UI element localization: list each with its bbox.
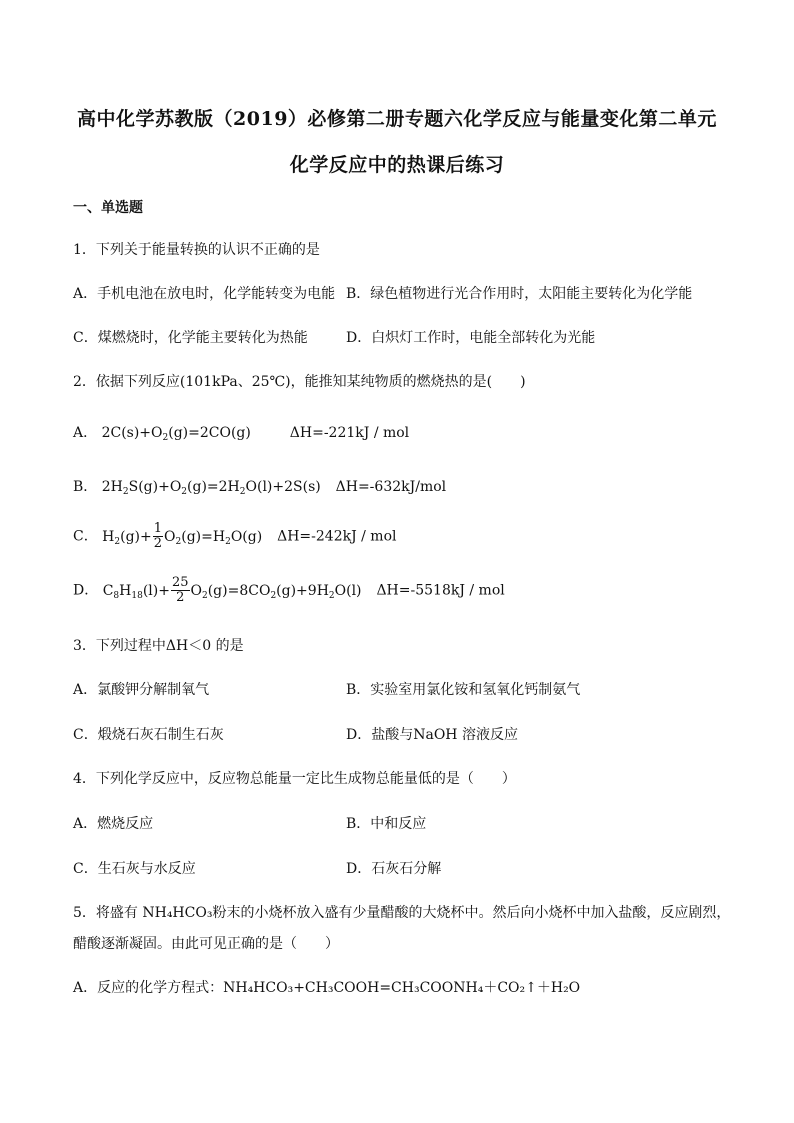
q3-option-a: A．氯酸钾分解制氧气: [73, 682, 210, 698]
document-title-line1: 高中化学苏教版（2019）必修第二册专题六化学反应与能量变化第二单元: [77, 108, 717, 130]
q4-option-b: B．中和反应: [346, 816, 427, 832]
q5-stem-line1: 5．将盛有 NH₄HCO₃粉末的小烧杯放入盛有少量醋酸的大烧杯中。然后向小烧杯中加入盐酸，反应剧烈，: [73, 905, 731, 921]
q4-option-d: D．石灰石分解: [346, 861, 442, 877]
q2-option-c-enthalpy: ΔH=-242kJ / mol: [277, 528, 397, 545]
q1-option-a: A．手机电池在放电时，化学能转变为电能: [73, 286, 336, 302]
q5-option-a: A．反应的化学方程式：NH₄HCO₃+CH₃COOH=CH₃COONH₄＋CO₂↑＋H₂O: [73, 980, 581, 996]
q2-option-c-equation: $H_2(g)+$ $\frac{1}{2}$ $O_2(g)=H_2O(g)$: [102, 521, 263, 551]
q2-option-a: [73, 422, 409, 442]
q2-option-c: [73, 522, 397, 551]
q2-option-d-enthalpy: ΔH=-5518kJ / mol: [376, 582, 505, 599]
q4-stem: 4．下列化学反应中，反应物总能量一定比生成物总能量低的是（ ）: [73, 771, 516, 787]
document-title-line2: 化学反应中的热课后练习: [289, 154, 505, 176]
section-heading: 一、单选题: [73, 200, 143, 216]
q4-option-c: C．生石灰与水反应: [73, 861, 196, 877]
q2-option-b: [73, 476, 446, 496]
q2-option-d: [73, 576, 505, 605]
q3-stem: 3．下列过程中ΔH＜0 的是: [73, 638, 244, 654]
q3-option-d: D．盐酸与NaOH 溶液反应: [346, 727, 518, 743]
q2-option-d-equation: $C_8H_{18}(l)+$ $\frac{25}{2}$ $O_2(g)=8CO_2(g)+9H_2O(l)$: [102, 575, 362, 605]
q4-option-a: A．燃烧反应: [73, 816, 154, 832]
q2-option-c-label: C．: [73, 528, 98, 545]
q3-option-c: C．煅烧石灰石制生石灰: [73, 727, 224, 743]
q2-option-b-enthalpy: ΔH=-632kJ/mol: [335, 479, 447, 495]
q2-option-d-label: D．: [73, 582, 99, 599]
q5-stem-line2: 醋酸逐渐凝固。由此可见正确的是（ ）: [73, 936, 339, 952]
q2-option-a-equation: $2C(s)+O_2(g)=2CO(g)$: [101, 425, 251, 443]
q1-option-b: B．绿色植物进行光合作用时，太阳能主要转化为化学能: [346, 286, 693, 302]
q1-stem: 1．下列关于能量转换的认识不正确的是: [73, 242, 320, 258]
q2-option-b-equation: $2H_2S(g)+O_2(g)=2H_2O(l)+2S(s)$: [101, 479, 321, 497]
q2-stem: 2．依据下列反应(101kPa、25℃)，能推知某纯物质的燃烧热的是( ): [73, 374, 526, 390]
q3-option-b: B．实验室用氯化铵和氢氧化钙制氨气: [346, 682, 581, 698]
q2-option-a-enthalpy: ΔH=-221kJ / mol: [289, 425, 410, 441]
q1-option-c: C．煤燃烧时，化学能主要转化为热能: [73, 330, 308, 346]
q2-option-b-label: B．: [73, 479, 98, 495]
q1-option-d: D．白炽灯工作时，电能全部转化为光能: [346, 330, 596, 346]
q2-option-a-label: A．: [73, 425, 98, 441]
